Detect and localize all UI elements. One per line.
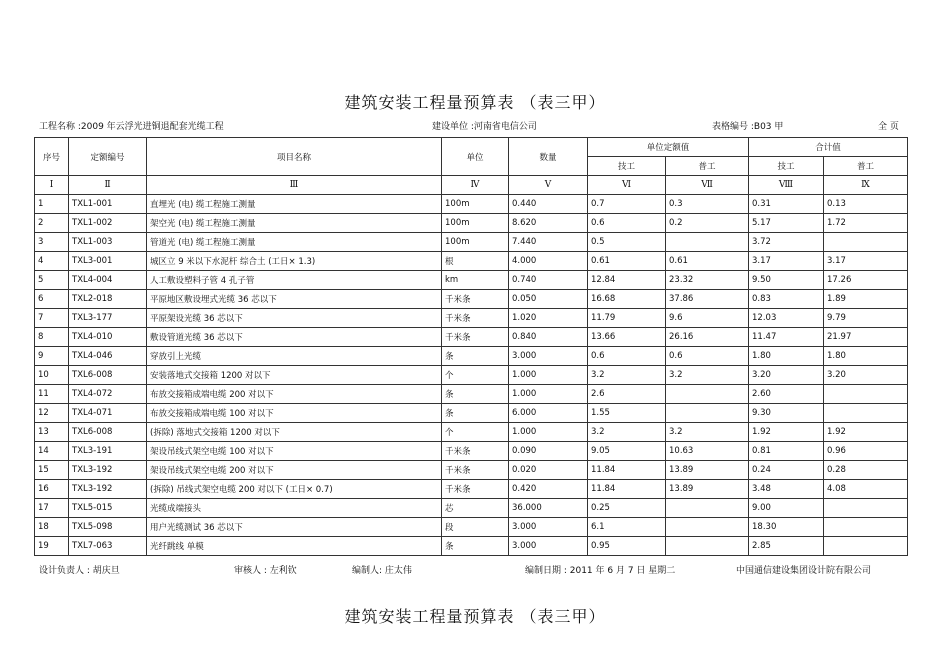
table-row xyxy=(35,290,908,309)
row-unit: 100m xyxy=(442,195,509,214)
row-item: (拆除) 吊线式架空电缆 200 对以下 (工日× 0.7) xyxy=(147,480,442,499)
row-quota-general: 0.61 xyxy=(666,252,749,271)
roman-numeral: Ⅲ xyxy=(147,176,442,195)
row-total-skilled: 3.48 xyxy=(749,480,824,499)
row-total-skilled: 5.17 xyxy=(749,214,824,233)
row-qty: 0.050 xyxy=(509,290,588,309)
row-qty: 0.740 xyxy=(509,271,588,290)
row-code: TXL3-177 xyxy=(69,309,147,328)
row-code: TXL3-191 xyxy=(69,442,147,461)
row-unit: 条 xyxy=(442,537,509,556)
row-code: TXL4-071 xyxy=(69,404,147,423)
row-quota-skilled: 0.7 xyxy=(588,195,666,214)
row-quota-general: 13.89 xyxy=(666,480,749,499)
row-item: (拆除) 落地式交接箱 1200 对以下 xyxy=(147,423,442,442)
row-seq: 3 xyxy=(35,233,69,252)
roman-numeral: Ⅷ xyxy=(749,176,824,195)
row-unit: 条 xyxy=(442,385,509,404)
table-row xyxy=(35,195,908,214)
roman-numeral: Ⅴ xyxy=(509,176,588,195)
row-total-skilled: 0.83 xyxy=(749,290,824,309)
row-seq: 14 xyxy=(35,442,69,461)
roman-numeral: Ⅳ xyxy=(442,176,509,195)
row-quota-general xyxy=(666,404,749,423)
table-row xyxy=(35,404,908,423)
row-total-skilled: 9.30 xyxy=(749,404,824,423)
row-total-skilled: 3.17 xyxy=(749,252,824,271)
roman-numeral: Ⅱ xyxy=(69,176,147,195)
row-quota-general: 0.2 xyxy=(666,214,749,233)
row-seq: 12 xyxy=(35,404,69,423)
row-item: 管道光 (电) 缆工程施工测量 xyxy=(147,233,442,252)
row-item: 敷设管道光缆 36 芯以下 xyxy=(147,328,442,347)
row-code: TXL4-010 xyxy=(69,328,147,347)
row-code: TXL5-015 xyxy=(69,499,147,518)
row-qty: 1.000 xyxy=(509,385,588,404)
col-code: 定额编号 xyxy=(69,138,147,176)
row-unit: 个 xyxy=(442,366,509,385)
row-total-skilled: 2.60 xyxy=(749,385,824,404)
table-row xyxy=(35,385,908,404)
row-item: 架空光 (电) 缆工程施工测量 xyxy=(147,214,442,233)
table-row xyxy=(35,271,908,290)
row-quota-general xyxy=(666,233,749,252)
row-item: 人工敷设塑料子管 4 孔子管 xyxy=(147,271,442,290)
row-total-general: 3.20 xyxy=(824,366,908,385)
row-qty: 0.090 xyxy=(509,442,588,461)
row-qty: 3.000 xyxy=(509,347,588,366)
row-quota-skilled: 0.61 xyxy=(588,252,666,271)
row-unit: 根 xyxy=(442,252,509,271)
institute: 中国通信建设集团设计院有限公司 xyxy=(736,566,872,576)
row-quota-general: 23.32 xyxy=(666,271,749,290)
row-qty: 6.000 xyxy=(509,404,588,423)
page-indicator: 全 页 xyxy=(878,122,899,132)
row-quota-general: 13.89 xyxy=(666,461,749,480)
row-code: TXL2-018 xyxy=(69,290,147,309)
row-item: 平原地区敷设埋式光缆 36 芯以下 xyxy=(147,290,442,309)
row-quota-skilled: 6.1 xyxy=(588,518,666,537)
row-unit: 千米条 xyxy=(442,309,509,328)
row-qty: 0.420 xyxy=(509,480,588,499)
table-row xyxy=(35,442,908,461)
row-quota-skilled: 13.66 xyxy=(588,328,666,347)
row-total-general: 1.89 xyxy=(824,290,908,309)
row-total-skilled: 1.80 xyxy=(749,347,824,366)
row-unit: 千米条 xyxy=(442,461,509,480)
row-quota-skilled: 3.2 xyxy=(588,366,666,385)
row-quota-skilled: 0.25 xyxy=(588,499,666,518)
row-qty: 0.440 xyxy=(509,195,588,214)
col-item: 项目名称 xyxy=(147,138,442,176)
col-unit-quota: 单位定额值 xyxy=(588,138,749,157)
row-total-skilled: 0.24 xyxy=(749,461,824,480)
roman-row xyxy=(35,176,908,195)
col-qty: 数量 xyxy=(509,138,588,176)
row-quota-general: 0.3 xyxy=(666,195,749,214)
row-quota-skilled: 1.55 xyxy=(588,404,666,423)
row-seq: 10 xyxy=(35,366,69,385)
row-quota-general xyxy=(666,385,749,404)
table-row xyxy=(35,423,908,442)
row-total-general: 0.96 xyxy=(824,442,908,461)
table-row xyxy=(35,461,908,480)
row-unit: 千米条 xyxy=(442,328,509,347)
row-total-skilled: 3.72 xyxy=(749,233,824,252)
table-row xyxy=(35,328,908,347)
row-item: 城区立 9 米以下水泥杆 综合土 (工日× 1.3) xyxy=(147,252,442,271)
row-quota-skilled: 0.5 xyxy=(588,233,666,252)
row-quota-general: 26.16 xyxy=(666,328,749,347)
table-row xyxy=(35,537,908,556)
row-code: TXL6-008 xyxy=(69,366,147,385)
row-total-general xyxy=(824,233,908,252)
row-qty: 1.020 xyxy=(509,309,588,328)
next-page-title: 建筑安装工程量预算表 （表三甲） xyxy=(344,607,606,626)
row-total-general: 1.72 xyxy=(824,214,908,233)
table-row xyxy=(35,480,908,499)
row-code: TXL5-098 xyxy=(69,518,147,537)
form-number: 表格编号 :B03 甲 xyxy=(712,122,784,132)
row-code: TXL3-001 xyxy=(69,252,147,271)
row-total-general xyxy=(824,499,908,518)
row-qty: 1.000 xyxy=(509,423,588,442)
row-quota-skilled: 0.6 xyxy=(588,214,666,233)
reviewer: 审核人 : 左利钦 xyxy=(234,566,297,576)
row-unit: 千米条 xyxy=(442,442,509,461)
row-qty: 8.620 xyxy=(509,214,588,233)
row-seq: 5 xyxy=(35,271,69,290)
row-quota-general: 37.86 xyxy=(666,290,749,309)
row-total-general: 21.97 xyxy=(824,328,908,347)
row-unit: 千米条 xyxy=(442,480,509,499)
row-unit: 千米条 xyxy=(442,290,509,309)
table-row xyxy=(35,309,908,328)
row-item: 架设吊线式架空电缆 200 对以下 xyxy=(147,461,442,480)
table-row xyxy=(35,499,908,518)
row-quota-skilled: 11.84 xyxy=(588,480,666,499)
row-unit: 100m xyxy=(442,233,509,252)
row-code: TXL4-004 xyxy=(69,271,147,290)
row-code: TXL1-003 xyxy=(69,233,147,252)
row-quota-skilled: 3.2 xyxy=(588,423,666,442)
row-quota-general xyxy=(666,537,749,556)
row-code: TXL1-001 xyxy=(69,195,147,214)
row-seq: 19 xyxy=(35,537,69,556)
row-total-skilled: 0.31 xyxy=(749,195,824,214)
builder: 建设单位 :河南省电信公司 xyxy=(432,122,537,132)
row-total-skilled: 18.30 xyxy=(749,518,824,537)
roman-numeral: Ⅸ xyxy=(824,176,908,195)
row-seq: 9 xyxy=(35,347,69,366)
row-quota-general: 10.63 xyxy=(666,442,749,461)
row-quota-skilled: 9.05 xyxy=(588,442,666,461)
col-total-general: 普工 xyxy=(824,157,908,176)
col-seq: 序号 xyxy=(35,138,69,176)
row-item: 平原架设光缆 36 芯以下 xyxy=(147,309,442,328)
row-total-skilled: 12.03 xyxy=(749,309,824,328)
row-total-general: 4.08 xyxy=(824,480,908,499)
header-row xyxy=(35,138,908,157)
row-item: 布放交接箱成端电缆 200 对以下 xyxy=(147,385,442,404)
row-quota-general: 9.6 xyxy=(666,309,749,328)
row-total-general: 3.17 xyxy=(824,252,908,271)
row-quota-skilled: 11.79 xyxy=(588,309,666,328)
row-seq: 1 xyxy=(35,195,69,214)
row-quota-general xyxy=(666,499,749,518)
row-total-general xyxy=(824,404,908,423)
row-qty: 3.000 xyxy=(509,518,588,537)
table-row xyxy=(35,214,908,233)
row-qty: 0.840 xyxy=(509,328,588,347)
row-total-skilled: 2.85 xyxy=(749,537,824,556)
row-total-skilled: 9.00 xyxy=(749,499,824,518)
table-row xyxy=(35,347,908,366)
row-quota-skilled: 0.6 xyxy=(588,347,666,366)
row-seq: 6 xyxy=(35,290,69,309)
row-unit: 个 xyxy=(442,423,509,442)
row-quota-skilled: 16.68 xyxy=(588,290,666,309)
roman-numeral: Ⅰ xyxy=(35,176,69,195)
row-total-general: 1.92 xyxy=(824,423,908,442)
row-quota-skilled: 2.6 xyxy=(588,385,666,404)
row-total-general xyxy=(824,385,908,404)
table-row xyxy=(35,252,908,271)
row-total-general: 9.79 xyxy=(824,309,908,328)
row-item: 光纤跳线 单模 xyxy=(147,537,442,556)
row-qty: 36.000 xyxy=(509,499,588,518)
row-qty: 3.000 xyxy=(509,537,588,556)
row-item: 架设吊线式架空电缆 100 对以下 xyxy=(147,442,442,461)
col-quota-general: 普工 xyxy=(666,157,749,176)
row-unit: km xyxy=(442,271,509,290)
row-quota-skilled: 12.84 xyxy=(588,271,666,290)
row-item: 直埋光 (电) 缆工程施工测量 xyxy=(147,195,442,214)
row-total-general xyxy=(824,537,908,556)
compile-date: 编制日期 : 2011 年 6 月 7 日 星期二 xyxy=(525,566,676,576)
table-row xyxy=(35,366,908,385)
row-quota-skilled: 11.84 xyxy=(588,461,666,480)
compiler: 编制人: 庄太伟 xyxy=(352,566,412,576)
row-seq: 16 xyxy=(35,480,69,499)
row-seq: 18 xyxy=(35,518,69,537)
row-quota-general: 0.6 xyxy=(666,347,749,366)
row-total-general: 17.26 xyxy=(824,271,908,290)
row-item: 布放交接箱成端电缆 100 对以下 xyxy=(147,404,442,423)
table-row xyxy=(35,233,908,252)
row-code: TXL7-063 xyxy=(69,537,147,556)
row-item: 穿放引上光缆 xyxy=(147,347,442,366)
row-total-general xyxy=(824,518,908,537)
budget-table xyxy=(34,137,908,556)
row-seq: 11 xyxy=(35,385,69,404)
row-item: 用户光缆测试 36 芯以下 xyxy=(147,518,442,537)
row-qty: 0.020 xyxy=(509,461,588,480)
row-item: 安装落地式交接箱 1200 对以下 xyxy=(147,366,442,385)
row-code: TXL4-046 xyxy=(69,347,147,366)
row-total-skilled: 1.92 xyxy=(749,423,824,442)
row-code: TXL3-192 xyxy=(69,461,147,480)
roman-numeral: Ⅵ xyxy=(588,176,666,195)
row-qty: 1.000 xyxy=(509,366,588,385)
row-total-general: 1.80 xyxy=(824,347,908,366)
col-unit: 单位 xyxy=(442,138,509,176)
roman-numeral: Ⅶ xyxy=(666,176,749,195)
row-total-general: 0.13 xyxy=(824,195,908,214)
page-title: 建筑安装工程量预算表 （表三甲） xyxy=(344,93,606,112)
row-seq: 15 xyxy=(35,461,69,480)
row-code: TXL3-192 xyxy=(69,480,147,499)
row-quota-general: 3.2 xyxy=(666,423,749,442)
row-seq: 8 xyxy=(35,328,69,347)
row-code: TXL6-008 xyxy=(69,423,147,442)
row-seq: 7 xyxy=(35,309,69,328)
row-unit: 100m xyxy=(442,214,509,233)
row-quota-general xyxy=(666,518,749,537)
project-name: 工程名称 :2009 年云浮光进铜退配套光缆工程 xyxy=(39,122,224,132)
row-total-general: 0.28 xyxy=(824,461,908,480)
row-quota-general: 3.2 xyxy=(666,366,749,385)
row-item: 光缆成端接头 xyxy=(147,499,442,518)
row-unit: 条 xyxy=(442,347,509,366)
row-total-skilled: 11.47 xyxy=(749,328,824,347)
row-qty: 4.000 xyxy=(509,252,588,271)
row-seq: 17 xyxy=(35,499,69,518)
col-total: 合计值 xyxy=(749,138,908,157)
col-quota-skilled: 技工 xyxy=(588,157,666,176)
row-total-skilled: 0.81 xyxy=(749,442,824,461)
row-code: TXL1-002 xyxy=(69,214,147,233)
row-code: TXL4-072 xyxy=(69,385,147,404)
design-lead: 设计负责人 : 胡庆旦 xyxy=(39,566,120,576)
row-seq: 4 xyxy=(35,252,69,271)
row-unit: 段 xyxy=(442,518,509,537)
row-total-skilled: 9.50 xyxy=(749,271,824,290)
row-qty: 7.440 xyxy=(509,233,588,252)
row-seq: 2 xyxy=(35,214,69,233)
table-row xyxy=(35,518,908,537)
col-total-skilled: 技工 xyxy=(749,157,824,176)
row-seq: 13 xyxy=(35,423,69,442)
row-quota-skilled: 0.95 xyxy=(588,537,666,556)
row-total-skilled: 3.20 xyxy=(749,366,824,385)
row-unit: 条 xyxy=(442,404,509,423)
row-unit: 芯 xyxy=(442,499,509,518)
